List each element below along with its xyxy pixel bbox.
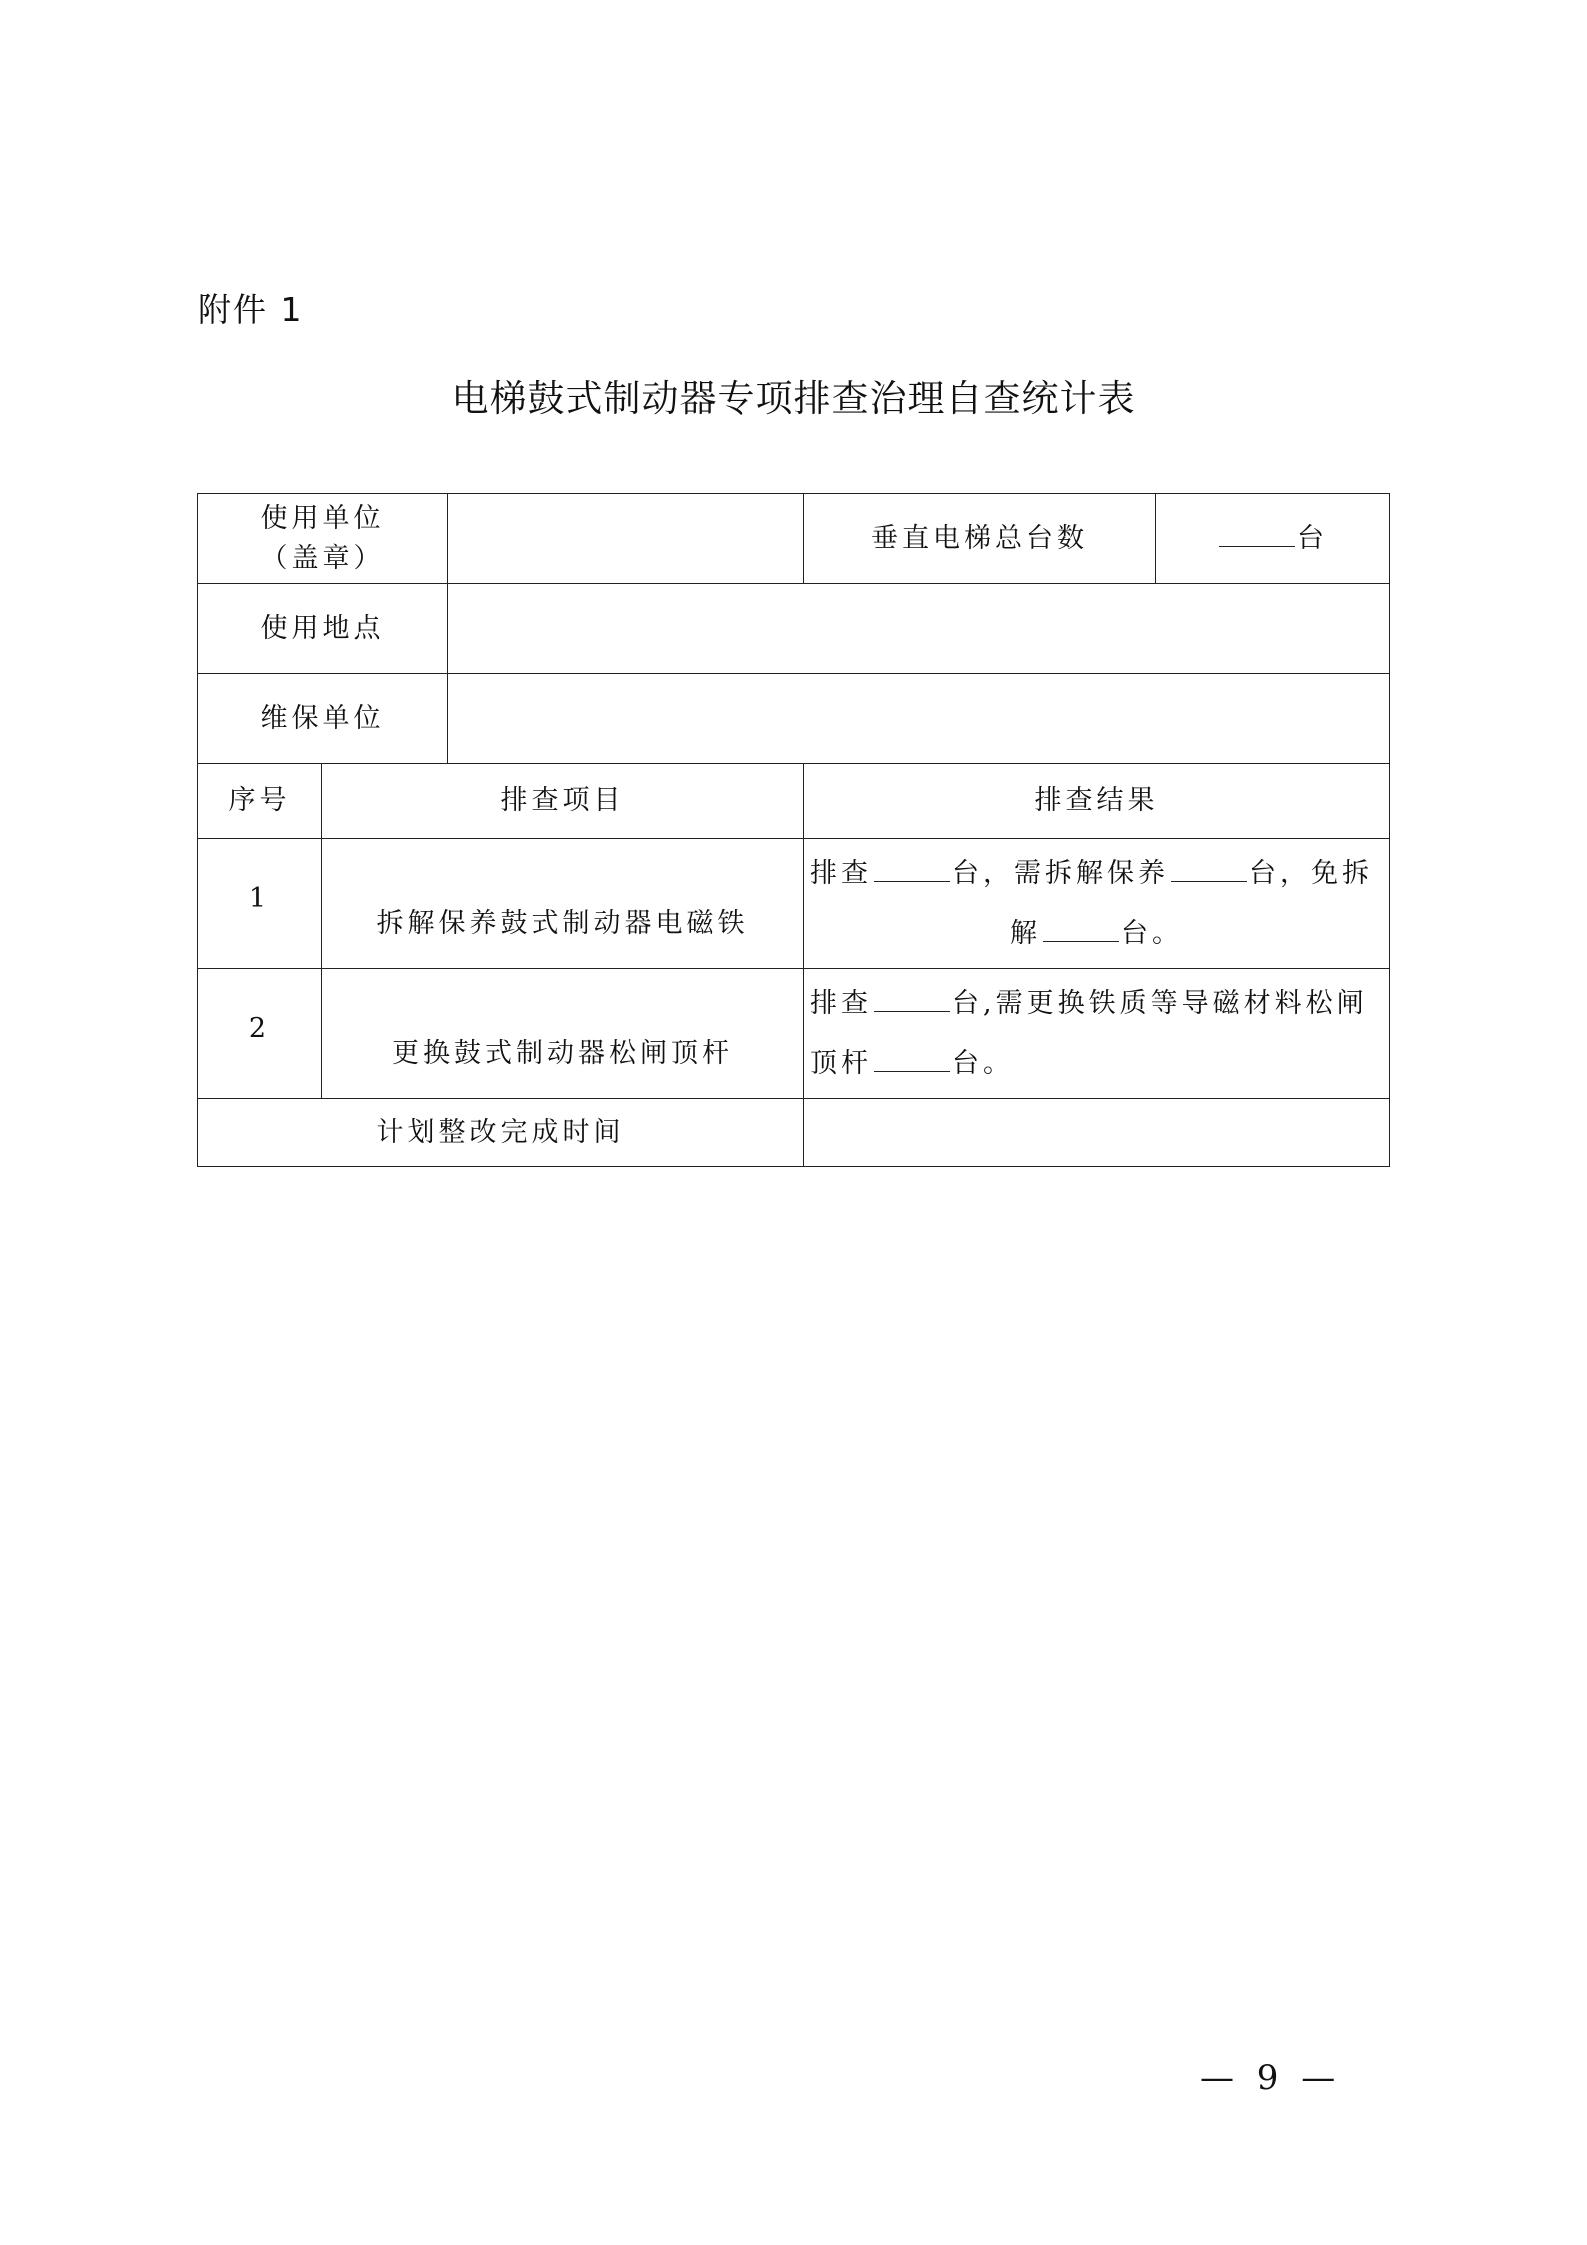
fill-blank[interactable] <box>874 1045 950 1072</box>
column-header-item: 排查项目 <box>322 764 804 839</box>
table-row <box>198 494 1390 584</box>
vertical-elevator-total-label: 垂直电梯总台数 <box>804 494 1156 584</box>
user-unit-label: 使用单位 （盖章） <box>198 494 448 584</box>
table-row <box>198 969 1390 1099</box>
row-result: 排查 台,需更换铁质等导磁材料松闸 顶杆 台。 <box>804 969 1390 1099</box>
vertical-elevator-total-field[interactable]: 台 <box>1156 494 1390 584</box>
plan-completion-field[interactable] <box>804 1099 1390 1167</box>
attachment-label: 附件 1 <box>198 290 304 329</box>
fill-blank[interactable] <box>1171 855 1247 882</box>
column-header-seq: 序号 <box>198 764 322 839</box>
row-item: 拆解保养鼓式制动器电磁铁 <box>322 839 804 969</box>
fill-blank[interactable] <box>874 855 950 882</box>
fill-blank[interactable] <box>1043 915 1119 942</box>
column-header-result: 排查结果 <box>804 764 1390 839</box>
fill-blank[interactable] <box>874 985 950 1012</box>
row-result: 排查 台，需拆解保养 台，免拆 解 台。 <box>804 839 1390 969</box>
page-title: 电梯鼓式制动器专项排查治理自查统计表 <box>451 377 1136 420</box>
fill-blank[interactable] <box>1219 520 1295 547</box>
maintenance-unit-label: 维保单位 <box>198 674 448 764</box>
table-header-row <box>198 764 1390 839</box>
plan-completion-label: 计划整改完成时间 <box>198 1099 804 1167</box>
use-location-label: 使用地点 <box>198 584 448 674</box>
table-row <box>198 584 1390 674</box>
row-seq: 2 <box>198 969 322 1099</box>
self-check-form-table <box>197 493 1390 1167</box>
table-row <box>198 1099 1390 1167</box>
table-row <box>198 839 1390 969</box>
user-unit-field[interactable] <box>448 494 804 584</box>
page-number: — 9 — <box>1200 2058 1342 2098</box>
table-row <box>198 674 1390 764</box>
row-item: 更换鼓式制动器松闸顶杆 <box>322 969 804 1099</box>
maintenance-unit-field[interactable] <box>448 674 1390 764</box>
use-location-field[interactable] <box>448 584 1390 674</box>
row-seq: 1 <box>198 839 322 969</box>
